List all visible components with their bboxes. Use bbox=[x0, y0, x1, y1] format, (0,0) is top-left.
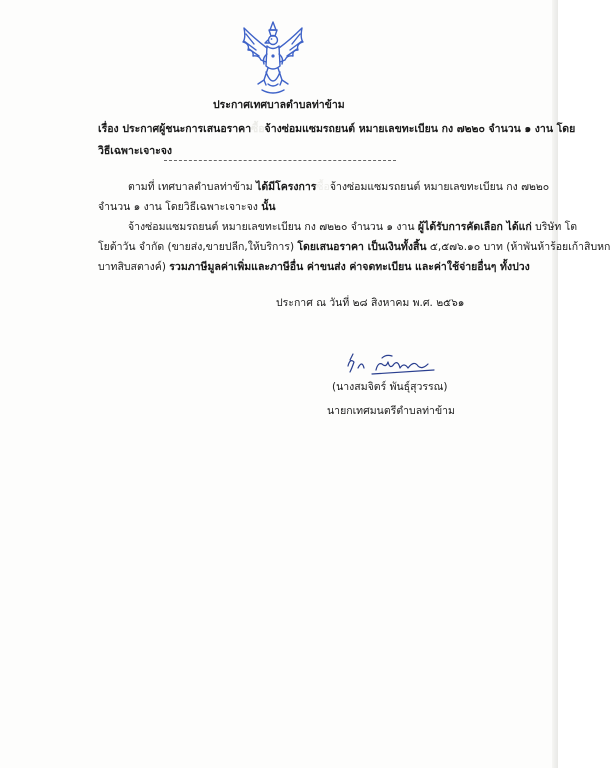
signatory-name: (นางสมจิตร์ พันธุ์สุวรรณ) bbox=[332, 381, 448, 393]
p1-method: จำนวน ๑ งาน โดยวิธีเฉพาะเจาะจง bbox=[98, 201, 258, 213]
p1-faded-word: ซื้อ bbox=[316, 181, 330, 193]
paragraph-1-line-1 bbox=[128, 181, 549, 194]
announcement-date bbox=[276, 297, 464, 310]
paragraph-2-line-3 bbox=[98, 261, 530, 274]
subject-line-1 bbox=[98, 123, 575, 136]
p2-price-amount: ๕,๕๗๖.๑๐ บาท (ห้าพันห้าร้อยเก้าสิบหก bbox=[429, 241, 610, 253]
announcement-title: ประกาศเทศบาลตำบลท่าข้าม bbox=[213, 99, 345, 111]
date-day: ๒๘ bbox=[352, 297, 368, 309]
page-edge-shadow bbox=[552, 0, 558, 768]
garuda-emblem-icon bbox=[234, 18, 312, 98]
paragraph-2-line-2 bbox=[98, 241, 610, 254]
subject-line-2: วิธีเฉพาะเจาะจง bbox=[98, 145, 173, 157]
p2-company-start: บริษัท โต bbox=[535, 221, 578, 233]
header-divider bbox=[164, 160, 396, 161]
p2-selected-label: ผู้ได้รับการคัดเลือก ได้แก่ bbox=[417, 221, 532, 233]
subject-rest: จ้างซ่อมแซมรถยนต์ หมายเลขทะเบียน กง ๗๒๒๐ จำนวน ๑ งาน โดย bbox=[264, 123, 576, 135]
subject-lead: เรื่อง ประกาศผู้ชนะการเสนอราคา bbox=[98, 123, 252, 135]
p1-intro: ตามที่ เทศบาลตำบลท่าข้าม bbox=[128, 181, 253, 193]
p2-project: จ้างซ่อมแซมรถยนต์ หมายเลขทะเบียน กง ๗๒๒๐ จำนวน ๑ งาน bbox=[128, 221, 415, 233]
p1-project-label: ได้มีโครงการ bbox=[256, 181, 317, 193]
subject-faded-word: ซื้อ bbox=[251, 123, 265, 135]
p1-project-name: จ้างซ่อมแซมรถยนต์ หมายเลขทะเบียน กง ๗๒๒๐ bbox=[329, 181, 550, 193]
p2-inclusions: รวมภาษีมูลค่าเพิ่มและภาษีอื่น ค่าขนส่ง ค่าจดทะเบียน และค่าใช้จ่ายอื่นๆ ทั้งปวง bbox=[169, 261, 530, 273]
date-prefix: ประกาศ ณ วันที่ bbox=[276, 297, 350, 309]
paragraph-2-line-1 bbox=[128, 221, 577, 234]
paragraph-1-line-2 bbox=[98, 201, 276, 214]
handwritten-signature bbox=[342, 350, 452, 378]
p2-company: โยต้าวัน จำกัด (ขายส่ง,ขายปลีก,ให้บริการ) bbox=[98, 241, 295, 253]
p2-price-label: โดยเสนอราคา เป็นเงินทั้งสิ้น bbox=[297, 241, 427, 253]
p2-price-words-end: บาทสิบสตางค์) bbox=[98, 261, 166, 273]
date-month-year: สิงหาคม พ.ศ. ๒๕๖๑ bbox=[371, 297, 465, 309]
signatory-position: นายกเทศมนตรีตำบลท่าข้าม bbox=[327, 405, 455, 417]
p1-end: นั้น bbox=[261, 201, 276, 213]
